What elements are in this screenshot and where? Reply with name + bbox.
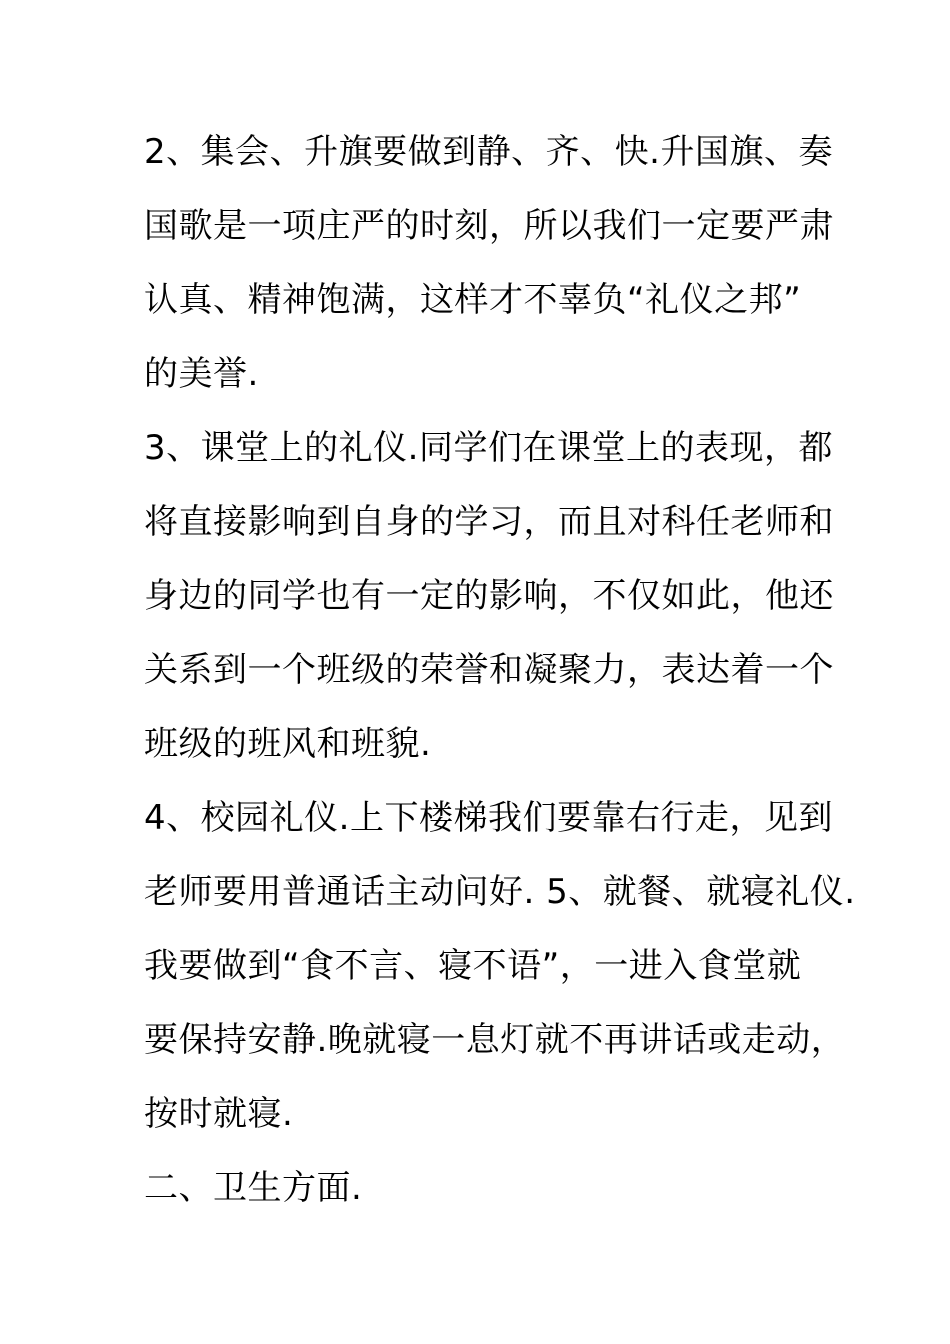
- text-line: 国歌是一项庄严的时刻，所以我们一定要严肃: [144, 206, 834, 246]
- text-line: 认真、精神饱满，这样才不辜负“礼仪之邦”: [144, 280, 802, 320]
- text-line: 二、卫生方面.: [144, 1168, 363, 1208]
- text-line: 老师要用普通话主动问好. 5、就餐、就寝礼仪.: [144, 872, 856, 912]
- text-line: 2、集会、升旗要做到静、齐、快.升国旗、奏: [144, 132, 833, 172]
- document-body: [144, 122, 856, 1232]
- text-line: 的美誉.: [144, 354, 259, 394]
- text-line: 身边的同学也有一定的影响，不仅如此，他还: [144, 576, 834, 616]
- text-line: 我要做到“食不言、寝不语”，一进入食堂就: [144, 946, 802, 986]
- text-line: 关系到一个班级的荣誉和凝聚力，表达着一个: [144, 650, 834, 690]
- text-line: 班级的班风和班貌.: [144, 724, 432, 764]
- text-line: 将直接影响到自身的学习，而且对科任老师和: [144, 502, 834, 542]
- text-line: 3、课堂上的礼仪.同学们在课堂上的表现，都: [144, 428, 833, 468]
- text-line: 4、校园礼仪.上下楼梯我们要靠右行走，见到: [144, 798, 833, 838]
- text-line: 要保持安静.晚就寝一息灯就不再讲话或走动，: [144, 1020, 846, 1060]
- text-line: 按时就寝.: [144, 1094, 294, 1134]
